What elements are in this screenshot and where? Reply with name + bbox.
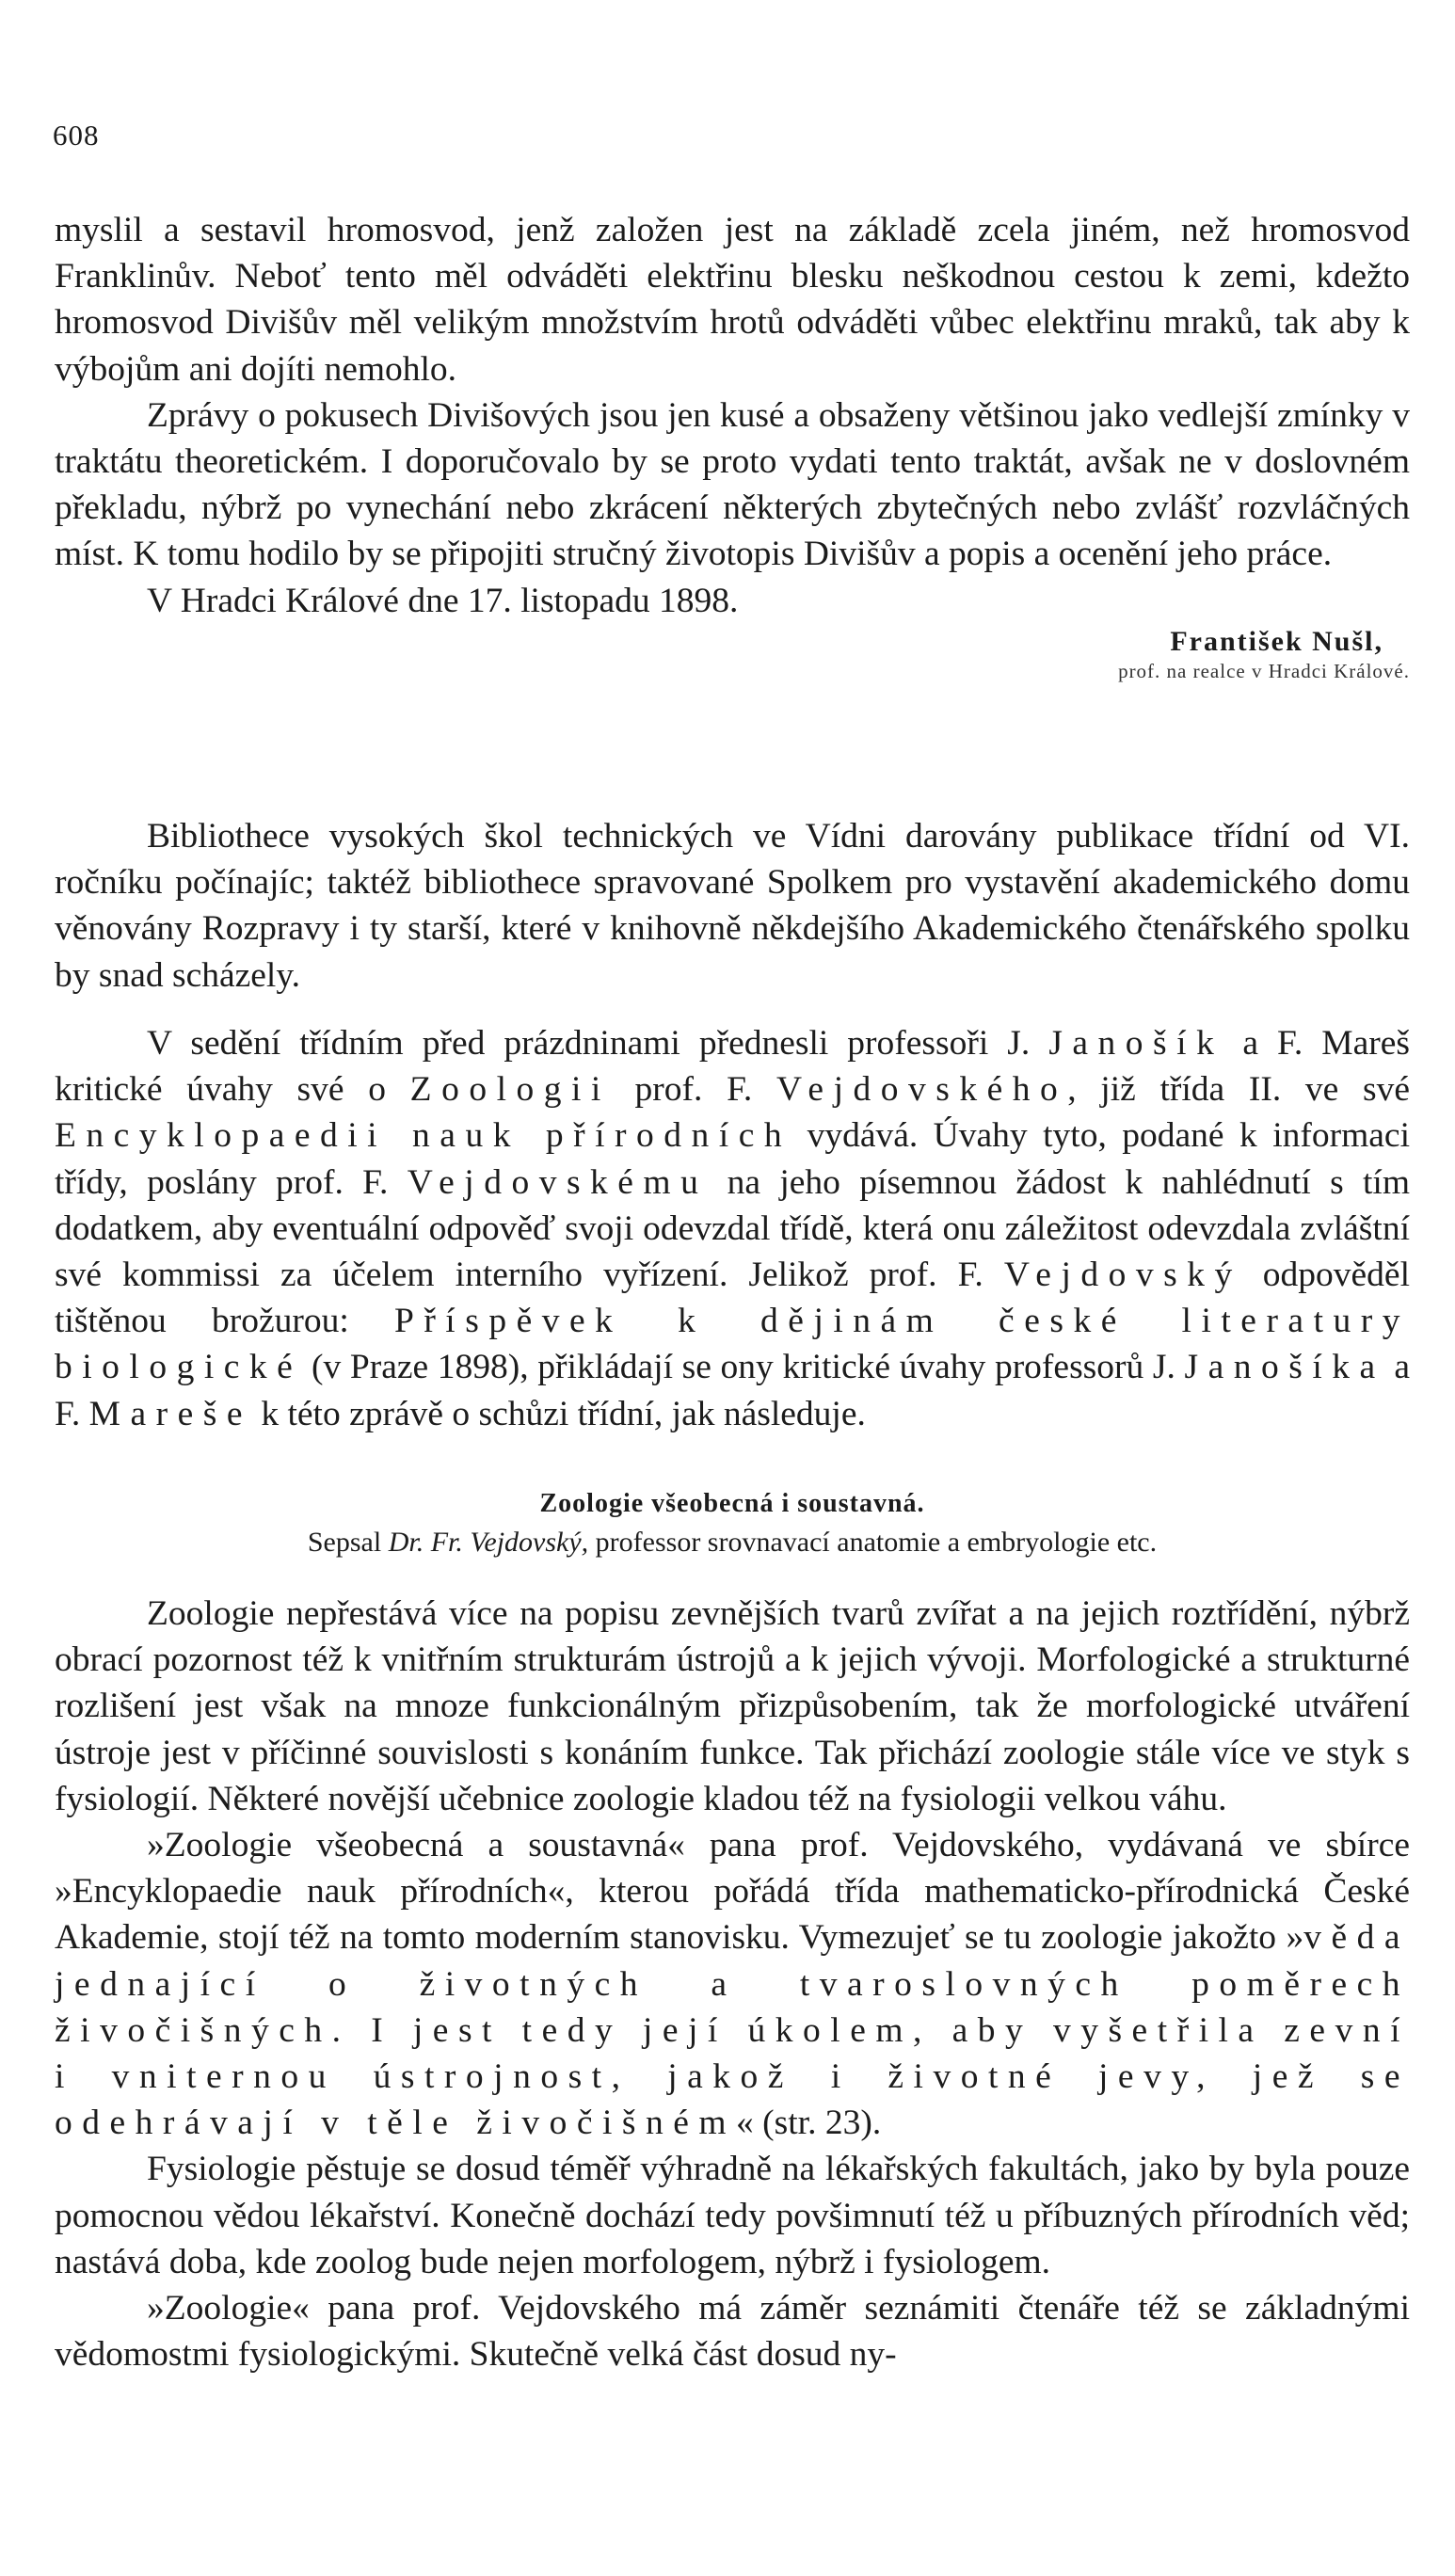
intro-section: [55, 207, 1410, 682]
byline-suffix: professor srovnavací anatomie a embryologie etc.: [588, 1527, 1158, 1558]
session-text-2: a F. Mareš kritické úvahy své o: [55, 1024, 1410, 1110]
name-vejdovsky: Vejdovský: [1003, 1256, 1242, 1295]
title-zoologii: Zoologii: [409, 1070, 611, 1110]
article-paragraph-4: »Zoologie« pana prof. Vejdovského má záměr seznámiti čtenáře též se základnými vědomostmi fysiologickými. Skutečně velká část dosud ny-: [55, 2289, 1410, 2375]
session-text-3: prof. F.: [610, 1070, 776, 1110]
name-janosika: Janošíka: [1184, 1348, 1385, 1387]
name-marese: Mareše: [88, 1394, 252, 1433]
session-text-8: (v Praze 1898), přikládají se ony kritické úvahy professorů J.: [302, 1348, 1185, 1387]
name-vejdovskemu: Vejdovskému: [407, 1162, 709, 1202]
intro-paragraph-2: Zprávy o pokusech Divišových jsou jen kusé a obsaženy většinou jako vedlejší zmínky v traktátu theoretickém. I doporučovalo by se proto vydati tento traktát, avšak ne v doslovném překladu, nýbrž po vynechání nebo zkrácení některých zbytečných nebo zvlášť rozvláčných míst. K tomu hodilo by se připojiti stručný životopis Divišův a popis a ocenění jeho práce.: [55, 395, 1410, 574]
date-line: V Hradci Králové dne 17. listopadu 1898.: [147, 581, 739, 620]
session-paragraph: [55, 1020, 1410, 1437]
session-text-5: vydává. Úvahy tyto, podané k informaci třídy, poslány prof. F.: [55, 1116, 1410, 1202]
byline-author: Dr. Fr. Vejdovský,: [388, 1527, 589, 1558]
article-body: [55, 1591, 1410, 2377]
session-text-7: odpověděl tištěnou brožurou:: [55, 1256, 1410, 1341]
signature-name: František Nušl,: [1170, 625, 1383, 657]
byline-prefix: Sepsal: [307, 1527, 389, 1558]
article-paragraph-2: [55, 1822, 1410, 2146]
page-number: 608: [53, 119, 100, 152]
session-text-1: V sedění třídním před prázdninami přednesli professoři J.: [147, 1024, 1049, 1063]
intro-paragraph-1: myslil a sestavil hromosvod, jenž založen jest na základě zcela jiném, než hromosvod Franklinův. Neboť tento měl odváděti elektřinu blesku neškodnou cestou k zemi, kdežto hromosvod Divišův měl velikým množstvím hrotů odváděti vůbec elektřinu mraků, tak aby k výbojům ani dojíti nemohlo.: [55, 211, 1410, 389]
article-p2-start: »Zoologie všeobecná a soustavná« pana prof. Vejdovského, vydávaná ve sbírce »Encyklopaedie nauk přírodních«, kterou pořádá třída mathematicko-přírodnická České Akademie, stojí též na tomto moderním stanovisku. Vymezujeť se tu zoologie jakožto »: [55, 1826, 1410, 1958]
signature-title: prof. na realce v Hradci Králové.: [1118, 659, 1410, 682]
article-paragraph-1: Zoologie nepřestává více na popisu zevnějších tvarů zvířat a na jejich roztřídění, nýbrž obrací pozornost též k vnitřním strukturám ústrojů a k jejich vývoji. Morfologické a strukturné rozlišení jest však na mnoze funkcionálným přizpůsobením, tak že morfologické utváření ústroje jest v příčinné souvislosti s konáním funkce. Tak přichází zoologie stále více ve styk s fysiologií. Některé novější učebnice zoologie kladou též na fysiologii velkou váhu.: [55, 1594, 1410, 1818]
name-janosik: Janošík: [1048, 1024, 1224, 1063]
article-paragraph-3: Fysiologie pěstuje se dosud téměř výhradně na lékařských fakultách, jako by byla pouze pomocnou vědou lékařství. Konečně dochází tedy povšimnutí též u příbuzných přírodních věd; nastává doba, kde zoolog bude nejen morfologem, nýbrž i fysiologem.: [55, 2150, 1410, 2281]
session-text-9: a F.: [55, 1348, 1410, 1433]
zoology-definition-quote: věda jednající o životných a tvaroslovných poměrech živočišných. I jest tedy její úkolem, aby vyšetřila zevní i vniternou ústrojnost, jakož i životné jevy, jež se odehrávají v těle živočišném: [55, 1918, 1410, 2143]
session-text-10: k této zprávě o schůzi třídní, jak následuje.: [251, 1394, 866, 1433]
article-header: [55, 1485, 1410, 1562]
session-section: [55, 1020, 1410, 1437]
article-heading: Zoologie všeobecná i soustavná.: [539, 1489, 925, 1518]
notice-section: [55, 813, 1410, 999]
session-text-6: na jeho písemnou žádost k nahlédnutí s tím dodatkem, aby eventuální odpověď svoji odevzdal třídě, která onu záležitost odevzdala zvláštní své kommissi za účelem interního vyřízení. Jelikož prof. F.: [55, 1162, 1410, 1295]
name-vejdovskeho: Vejdovského: [776, 1070, 1068, 1110]
title-encyklopaedii: Encyklopaedii nauk přírodních: [55, 1116, 792, 1156]
library-notice-paragraph: Bibliothece vysokých škol technických ve Vídni darovány publikace třídní od VI. ročníku počínajíc; taktéž bibliothece spravované Spolkem pro vystavění akademického domu věnovány Rozpravy i ty starší, které v knihovně někdejšího Akademického čtenářského spolku by snad scházely.: [55, 817, 1410, 995]
article-byline: [55, 1523, 1410, 1562]
article-p2-end: « (str. 23).: [736, 2104, 882, 2143]
title-prispevek: Příspěvek k dějinám české literatury biologické: [55, 1302, 1410, 1387]
session-text-4: , již třída II. ve své: [1067, 1070, 1410, 1110]
